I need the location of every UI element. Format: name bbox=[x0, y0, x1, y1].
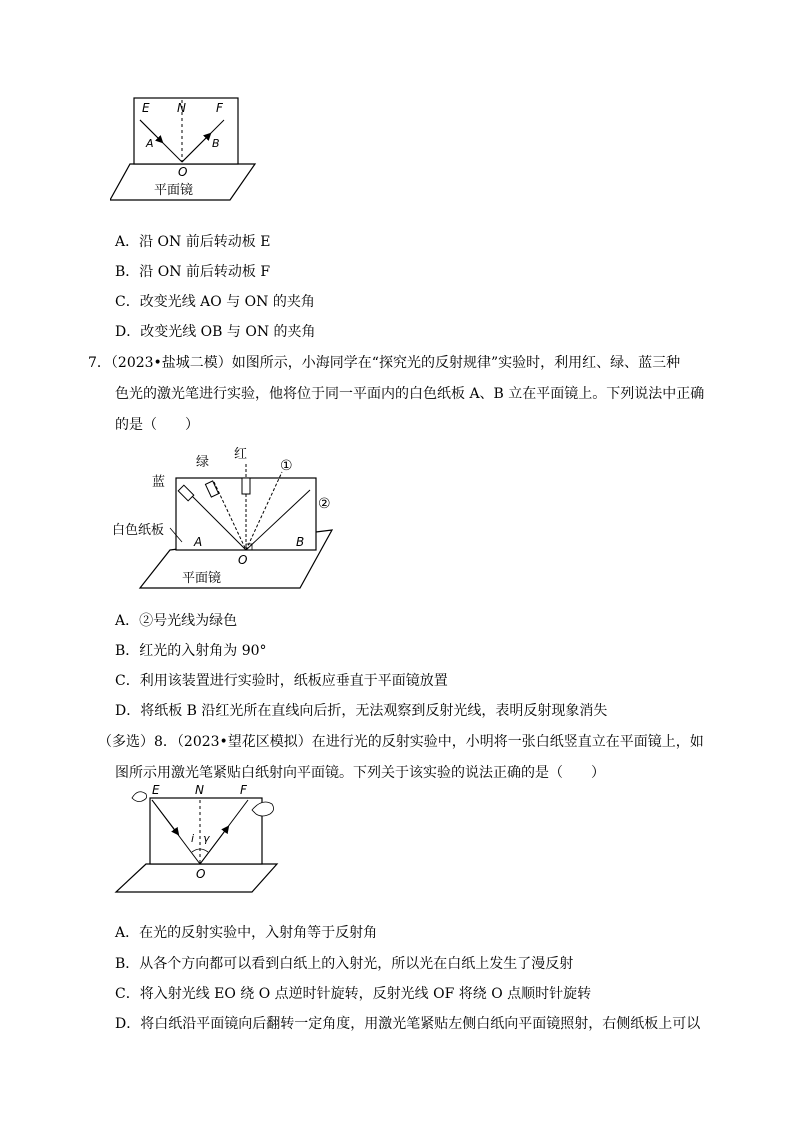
label-ray-1: ① bbox=[280, 458, 293, 474]
figure-q7-laser-setup bbox=[110, 442, 360, 594]
label-O: O bbox=[238, 553, 248, 567]
label-B: B bbox=[296, 535, 305, 549]
q7-stem-line2: 色光的激光笔进行实验，他将位于同一平面内的白色纸板 A、B 立在平面镜上。下列说法中正确 bbox=[115, 386, 705, 402]
label-F: F bbox=[240, 784, 247, 797]
q6-option-b: B．沿 ON 前后转动板 F bbox=[115, 264, 271, 280]
label-O: O bbox=[196, 867, 206, 881]
q8-stem-line1: （多选）8．（2023•望花区模拟）在进行光的反射实验中，小明将一张白纸竖直立在平面镜上，如 bbox=[98, 734, 704, 750]
q7-stem-line1: 7．（2023•盐城二模）如图所示，小海同学在“探究光的反射规律”实验时，利用红、绿、蓝三种 bbox=[88, 355, 681, 371]
q8-option-d: D．将白纸沿平面镜向后翻转一定角度，用激光笔紧贴左侧白纸向平面镜照射，右侧纸板上可以 bbox=[115, 1016, 701, 1032]
q8-option-c: C．将入射光线 EO 绕 O 点逆时针旋转，反射光线 OF 将绕 O 点顺时针旋转 bbox=[115, 986, 592, 1002]
figure-q6-reflection-setup bbox=[110, 92, 270, 207]
q7-stem-line3: 的是（ ） bbox=[115, 417, 199, 433]
q6-option-d: D．改变光线 OB 与 ON 的夹角 bbox=[115, 324, 316, 340]
figure-q8-reflection-setup bbox=[112, 784, 287, 898]
q6-option-c: C．改变光线 AO 与 ON 的夹角 bbox=[115, 294, 315, 310]
q6-option-a: A．沿 ON 前后转动板 E bbox=[115, 234, 271, 250]
label-B: B bbox=[212, 137, 220, 150]
label-red: 红 bbox=[234, 447, 248, 462]
hand-left-icon bbox=[132, 792, 147, 802]
label-green: 绿 bbox=[196, 455, 210, 470]
label-angle-r: γ bbox=[203, 832, 210, 845]
label-angle-i: i bbox=[191, 832, 195, 845]
q7-option-b: B．红光的入射角为 90° bbox=[115, 643, 267, 659]
label-N: N bbox=[195, 784, 204, 797]
label-white-board: 白色纸板 bbox=[112, 523, 165, 538]
q8-option-b: B．从各个方向都可以看到白纸上的入射光，所以光在白纸上发生了漫反射 bbox=[115, 956, 574, 972]
q8-stem-line2: 图所示用激光笔紧贴白纸射向平面镜。下列关于该实验的说法正确的是（ ） bbox=[115, 765, 605, 781]
red-laser-pen bbox=[242, 478, 250, 494]
label-mirror: 平面镜 bbox=[154, 183, 194, 198]
label-N: N bbox=[177, 101, 186, 115]
label-F: F bbox=[216, 101, 223, 115]
q8-option-a: A．在光的反射实验中，入射角等于反射角 bbox=[115, 925, 378, 941]
label-mirror: 平面镜 bbox=[182, 571, 222, 586]
label-E: E bbox=[152, 784, 160, 797]
label-E: E bbox=[142, 101, 150, 115]
label-blue: 蓝 bbox=[152, 475, 166, 490]
q7-option-d: D．将纸板 B 沿红光所在直线向后折，无法观察到反射光线，表明反射现象消失 bbox=[115, 703, 608, 719]
white-paper bbox=[150, 798, 262, 864]
label-A: A bbox=[146, 137, 154, 150]
label-O: O bbox=[178, 165, 188, 179]
q7-option-c: C．利用该装置进行实验时，纸板应垂直于平面镜放置 bbox=[115, 673, 448, 689]
label-A: A bbox=[194, 535, 203, 549]
q7-option-a: A．②号光线为绿色 bbox=[115, 613, 238, 629]
label-ray-2: ② bbox=[318, 496, 331, 512]
